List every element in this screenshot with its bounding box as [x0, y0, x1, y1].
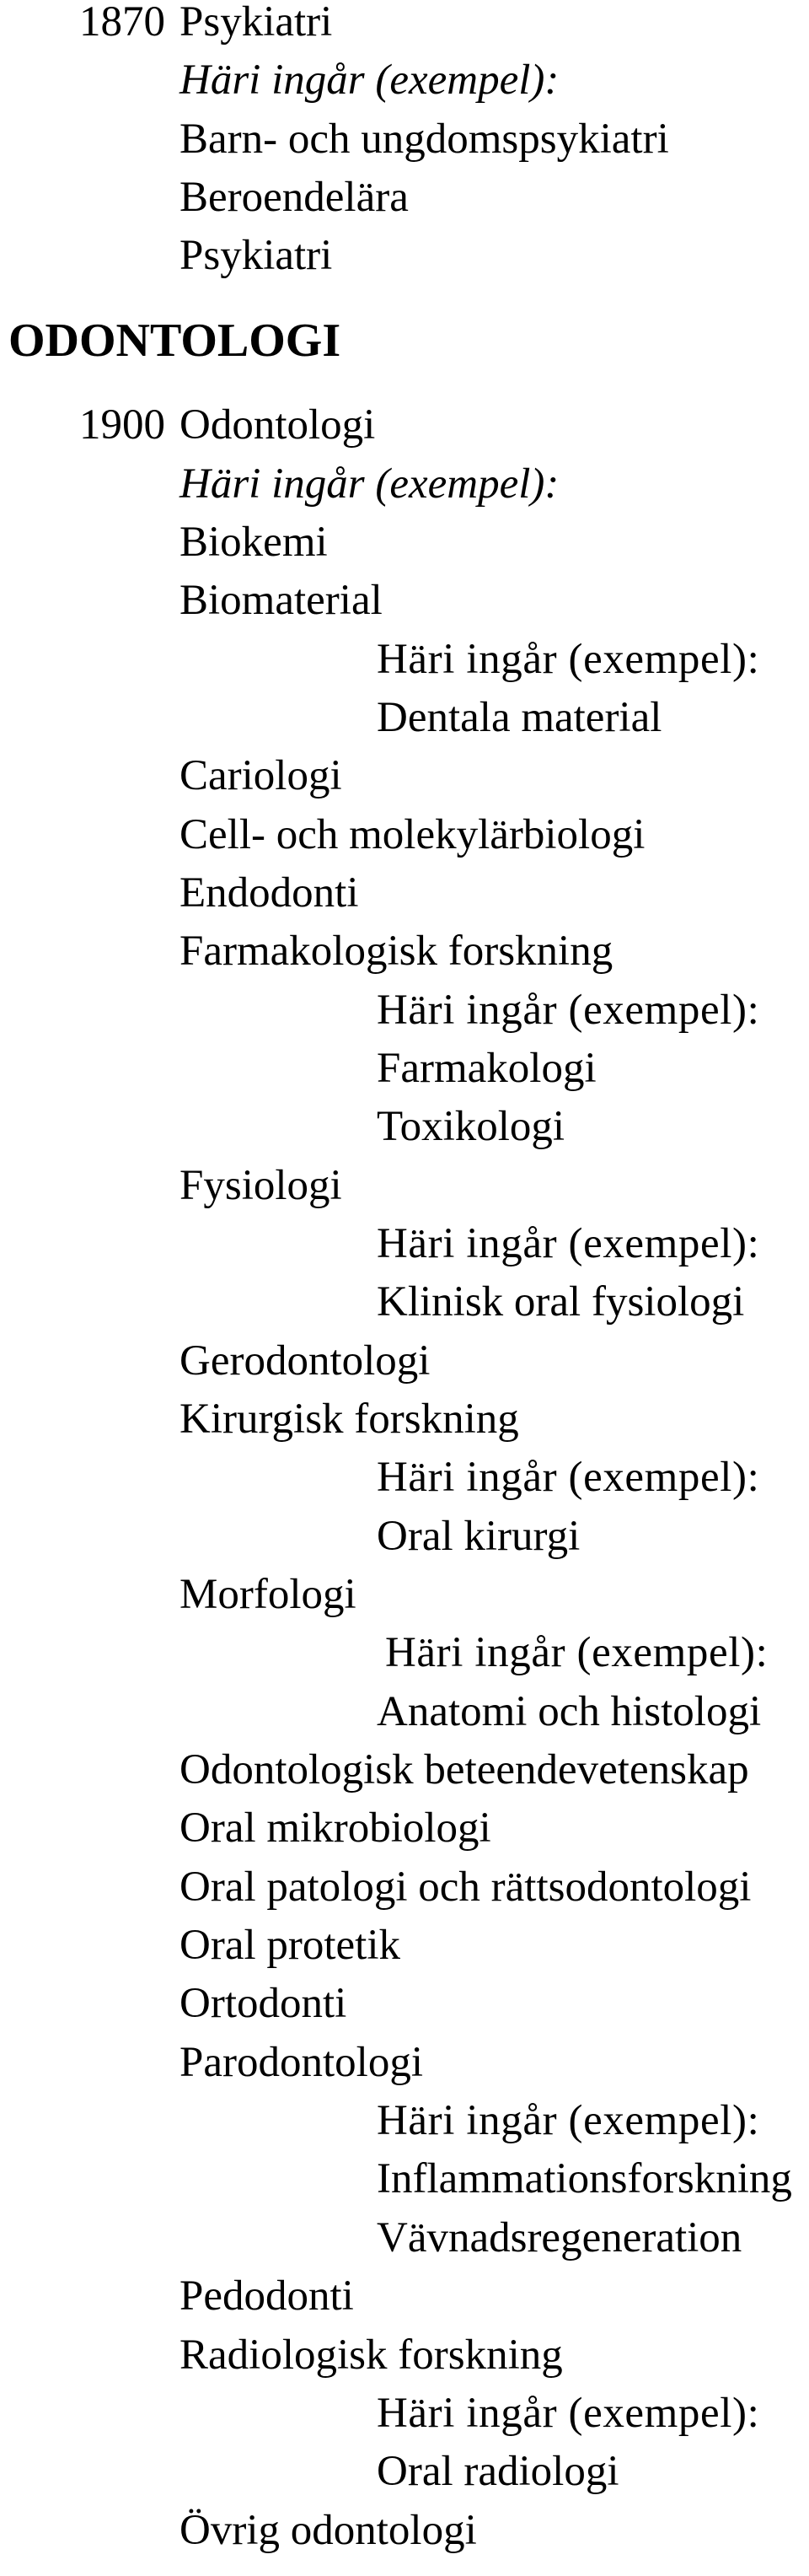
subject-group-biomaterial [0, 572, 809, 747]
subject-endodonti: Endodonti [179, 869, 359, 917]
entry-code: 1900 [79, 401, 165, 449]
entry-odontologi [0, 396, 809, 2560]
entry-code: 1870 [79, 0, 165, 46]
subject-biokemi: Biokemi [179, 518, 328, 566]
subject-morfologi: Morfologi [179, 1571, 356, 1619]
subject-barn-och-ungdomspsykiatri: Barn- och ungdomspsykiatri [179, 115, 669, 163]
includes-label: Häri ingår (exempel): [179, 460, 560, 508]
includes-label: Häri ingår (exempel): [377, 986, 760, 1034]
example-toxikologi: Toxikologi [377, 1103, 565, 1151]
subject-fysiologi: Fysiologi [179, 1161, 342, 1209]
example-klinisk-oral-fysiologi: Klinisk oral fysiologi [377, 1278, 745, 1326]
subject-pedodonti: Pedodonti [179, 2272, 354, 2321]
entry-header-odontologi [0, 396, 809, 454]
example-oral-kirurgi: Oral kirurgi [377, 1512, 581, 1560]
entry-psykiatri [0, 0, 809, 286]
subject-group-kirurgisk-forskning [0, 1390, 809, 1566]
example-inflammationsforskning: Inflammationsforskning [377, 2155, 792, 2203]
subject-group-morfologi [0, 1566, 809, 1741]
subject-biomaterial: Biomaterial [179, 577, 383, 625]
includes-label: Häri ingår (exempel): [377, 2389, 760, 2437]
subject-psykiatri: Psykiatri [179, 232, 333, 280]
subject-beroendelara: Beroendelära [179, 174, 409, 222]
example-dentala-material: Dentala material [377, 693, 662, 741]
subject-cell-och-molekylarbiologi: Cell- och molekylärbiologi [179, 810, 646, 858]
example-anatomi-och-histologi: Anatomi och histologi [377, 1687, 762, 1735]
subject-cariologi: Cariologi [179, 752, 342, 800]
subject-farmakologisk-forskning: Farmakologisk forskning [179, 928, 613, 976]
subject-group-farmakologisk-forskning [0, 922, 809, 1156]
includes-label: Häri ingår (exempel): [377, 1219, 760, 1267]
subject-oral-protetik: Oral protetik [179, 1922, 400, 1970]
subject-oral-mikrobiologi: Oral mikrobiologi [179, 1804, 491, 1853]
subject-oral-patologi-och-rattsodontologi: Oral patologi och rättsodontologi [179, 1863, 752, 1911]
section-heading-odontologi: ODONTOLOGI [8, 314, 341, 367]
subject-radiologisk-forskning: Radiologisk forskning [179, 2331, 563, 2379]
subject-parodontologi: Parodontologi [179, 2038, 423, 2086]
entry-header-psykiatri [0, 0, 809, 51]
subject-group-radiologisk-forskning [0, 2326, 809, 2502]
example-oral-radiologi: Oral radiologi [377, 2448, 619, 2496]
subject-kirurgisk-forskning: Kirurgisk forskning [179, 1396, 519, 1444]
subject-odontologisk-beteendevetenskap: Odontologisk beteendevetenskap [179, 1746, 749, 1794]
example-vavnadsregeneration: Vävnadsregeneration [377, 2213, 742, 2261]
subject-group-parodontologi [0, 2034, 809, 2267]
subject-ortodonti: Ortodonti [179, 1980, 347, 2028]
example-farmakologi: Farmakologi [377, 1044, 597, 1092]
subject-gerodontologi: Gerodontologi [179, 1336, 431, 1385]
includes-label: Häri ingår (exempel): [179, 56, 560, 105]
includes-label: Häri ingår (exempel): [377, 1454, 760, 1502]
includes-label: Häri ingår (exempel): [385, 1629, 769, 1677]
subject-group-fysiologi [0, 1157, 809, 1332]
includes-label: Häri ingår (exempel): [377, 2097, 760, 2145]
subject-ovrig-odontologi: Övrig odontologi [179, 2506, 477, 2554]
includes-label: Häri ingår (exempel): [377, 635, 760, 683]
entry-name: Odontologi [179, 401, 376, 449]
entry-name: Psykiatri [179, 0, 333, 46]
